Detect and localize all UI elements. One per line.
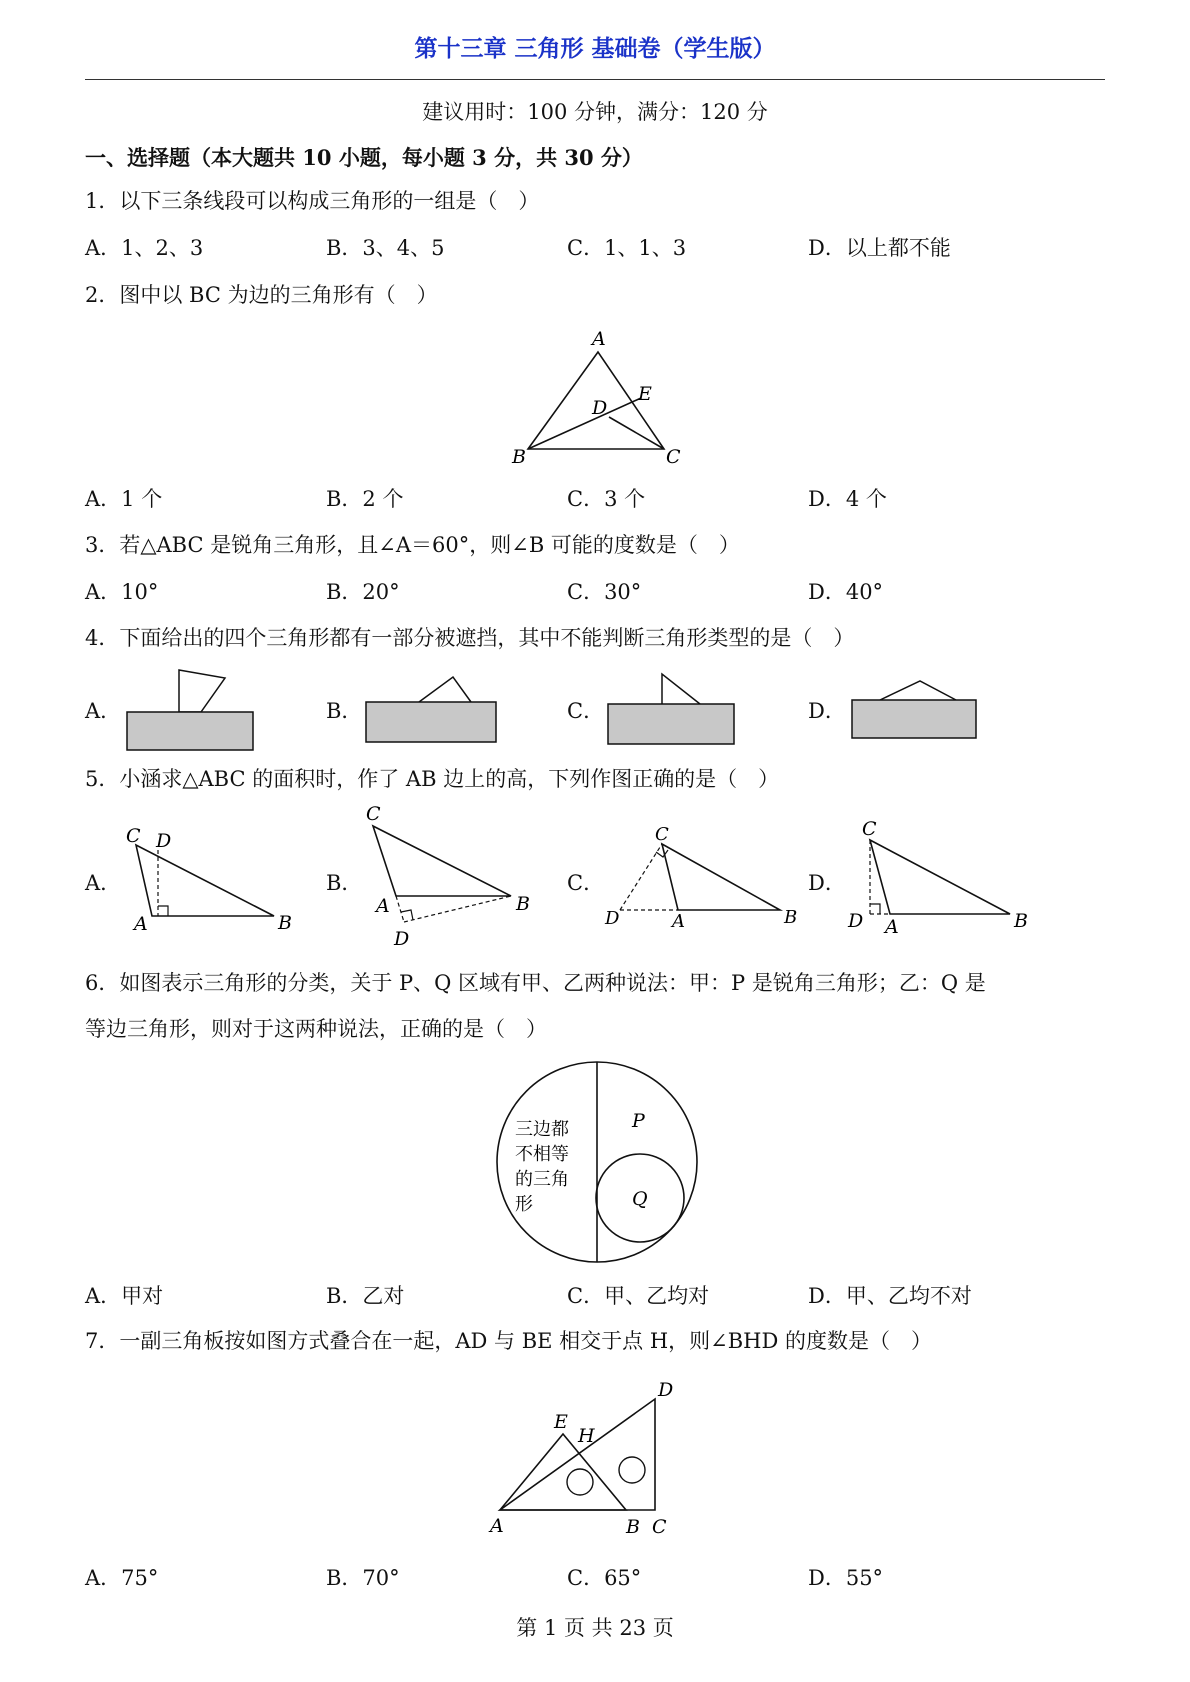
q6-label-q: Q [632, 1188, 648, 1210]
q2-label-e: E [638, 383, 652, 405]
q5a-label-d: D [156, 830, 172, 852]
q2-option-a: A．1 个 [85, 487, 163, 511]
q5b-label-b: B [516, 893, 530, 915]
q2-option-c: C．3 个 [567, 487, 646, 511]
q7-label-a: A [490, 1515, 504, 1537]
q1-option-d: D．以上都不能 [808, 236, 951, 260]
question-1-stem: 1．以下三条线段可以构成三角形的一组是（ ） [85, 189, 540, 213]
q5d-label-c: C [862, 818, 877, 840]
q1-option-a: A．1、2、3 [85, 236, 204, 260]
q5a-label-b: B [278, 912, 292, 934]
q5c-label-c: C [655, 824, 669, 845]
q7-label-b: B [626, 1516, 640, 1538]
q5a-label-a: A [134, 913, 148, 935]
question-5-stem: 5．小涵求△ABC 的面积时，作了 AB 边上的高，下列作图正确的是（ ） [85, 767, 780, 791]
q4-option-c: C． [567, 699, 605, 723]
q5b-label-a: A [376, 895, 390, 917]
page-number: 第 1 页 共 23 页 [516, 1616, 674, 1640]
q5-figure-c [600, 820, 810, 935]
q2-label-d: D [592, 397, 608, 419]
q7-label-h: H [578, 1425, 595, 1447]
question-6-stem-line-1: 6．如图表示三角形的分类，关于 P、Q 区域有甲、乙两种说法：甲：P 是锐角三角形；乙：Q 是 [85, 971, 986, 995]
q2-triangle-figure [500, 320, 700, 470]
q5-figure-b [356, 800, 546, 950]
q5b-label-c: C [366, 803, 381, 825]
q6-classification-figure [490, 1058, 710, 1268]
q5c-label-d: D [605, 908, 620, 929]
question-2-stem: 2．图中以 BC 为边的三角形有（ ） [85, 283, 438, 307]
q2-label-b: B [512, 446, 526, 468]
q5c-label-b: B [784, 907, 798, 928]
q2-option-d: D．4 个 [808, 487, 887, 511]
q6-text-line-4: 形 [515, 1194, 533, 1215]
question-6-stem-line-2: 等边三角形，则对于这两种说法，正确的是（ ） [85, 1017, 547, 1041]
q5d-label-a: A [885, 916, 899, 938]
question-7-stem: 7．一副三角板按如图方式叠合在一起，AD 与 BE 相交于点 H，则∠BHD 的度数是（ ） [85, 1329, 932, 1353]
q6-text-line-2: 不相等 [515, 1144, 569, 1165]
page-title: 第十三章 三角形 基础卷（学生版） [414, 36, 776, 62]
q1-option-c: C．1、1、3 [567, 236, 687, 260]
q5a-label-c: C [126, 825, 141, 847]
q7-set-squares-figure [480, 1370, 730, 1545]
q5-option-d: D． [808, 871, 846, 895]
q6-option-c: C．甲、乙均对 [567, 1284, 710, 1308]
q5b-label-d: D [394, 928, 410, 950]
q4-option-a: A． [85, 699, 122, 723]
q7-label-d: D [658, 1379, 674, 1401]
q6-label-p: P [632, 1110, 645, 1132]
header-divider [85, 79, 1105, 80]
q5-figure-d [840, 810, 1040, 940]
q5d-label-b: B [1014, 910, 1028, 932]
q5d-label-d: D [848, 910, 864, 932]
q6-option-a: A．甲对 [85, 1284, 164, 1308]
q1-option-b: B．3、4、5 [326, 236, 445, 260]
q5c-label-a: A [672, 911, 685, 932]
q4-figure-d [850, 676, 985, 746]
q5-option-a: A． [85, 871, 122, 895]
q6-option-b: B．乙对 [326, 1284, 405, 1308]
q5-figure-a [120, 820, 300, 935]
q7-option-c: C．65° [567, 1566, 642, 1590]
q4-figure-a [125, 668, 260, 753]
q4-figure-c [606, 670, 741, 755]
q2-option-b: B．2 个 [326, 487, 404, 511]
q2-label-c: C [666, 446, 681, 468]
q7-option-d: D．55° [808, 1566, 884, 1590]
q4-option-b: B． [326, 699, 363, 723]
q4-option-d: D． [808, 699, 846, 723]
q2-label-a: A [592, 328, 606, 350]
q7-option-a: A．75° [85, 1566, 159, 1590]
q5-option-c: C． [567, 871, 605, 895]
q3-option-b: B．20° [326, 580, 400, 604]
q6-text-line-3: 的三角 [515, 1169, 569, 1190]
q7-option-b: B．70° [326, 1566, 400, 1590]
q6-text-line-1: 三边都 [515, 1119, 569, 1140]
question-4-stem: 4．下面给出的四个三角形都有一部分被遮挡，其中不能判断三角形类型的是（ ） [85, 626, 855, 650]
exam-time-score: 建议用时：100 分钟，满分：120 分 [422, 100, 768, 124]
section-heading: 一、选择题（本大题共 10 小题，每小题 3 分，共 30 分） [85, 145, 643, 170]
q3-option-c: C．30° [567, 580, 642, 604]
q7-label-e: E [554, 1411, 568, 1433]
q6-option-d: D．甲、乙均不对 [808, 1284, 972, 1308]
q4-figure-b [364, 672, 499, 752]
q5-option-b: B． [326, 871, 363, 895]
q3-option-d: D．40° [808, 580, 884, 604]
q3-option-a: A．10° [85, 580, 159, 604]
question-3-stem: 3．若△ABC 是锐角三角形，且∠A＝60°，则∠B 可能的度数是（ ） [85, 533, 740, 557]
q7-label-c: C [652, 1516, 667, 1538]
